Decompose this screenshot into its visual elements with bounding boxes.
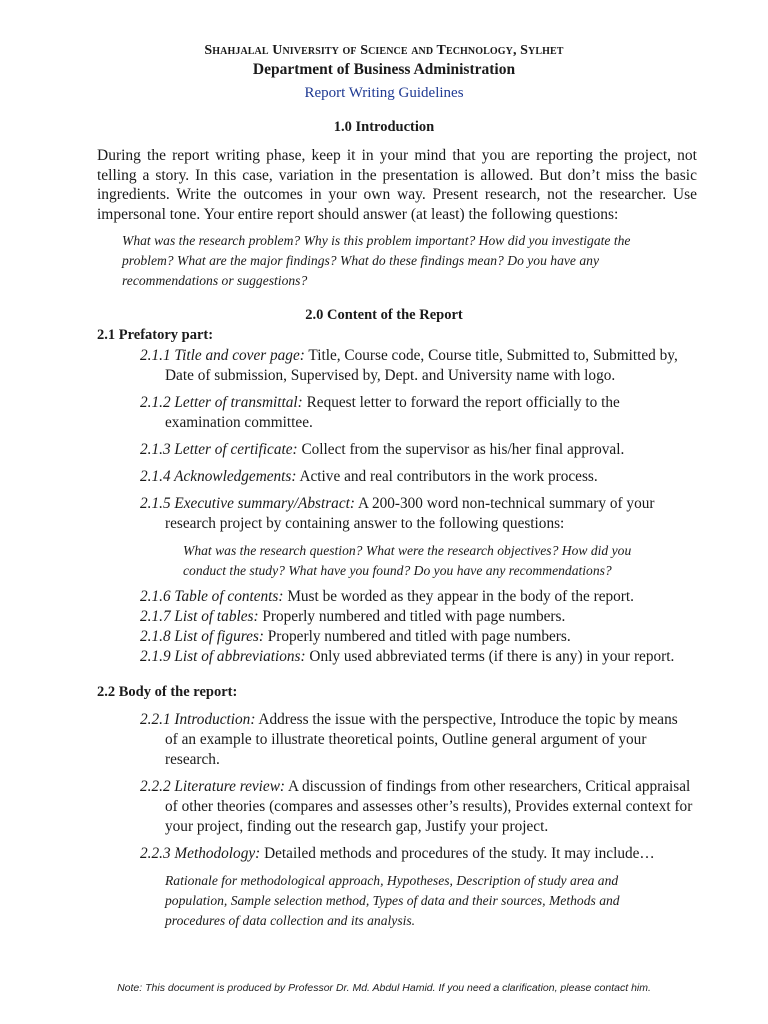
- item-text: A discussion of findings from other researchers, Critical appraisal: [288, 778, 691, 795]
- item-text: Only used abbreviated terms (if there is any) in your report.: [309, 648, 675, 665]
- methodology-list: [165, 871, 620, 931]
- prefatory-heading: 2.1 Prefatory part:: [97, 327, 214, 343]
- intro-question-line: recommendations or suggestions?: [122, 273, 308, 288]
- item-label: 2.1.9 List of abbreviations:: [140, 648, 306, 665]
- item-2-2-2-cont: of other theories (compares and assesses other’s results), Provides external context for: [165, 798, 693, 815]
- footer-note: Note: This document is produced by Professor Dr. Md. Abdul Hamid. If you need a clarification, please contact him.: [117, 982, 651, 994]
- item-text: Must be worded as they appear in the body of the report.: [287, 588, 634, 605]
- body-heading: 2.2 Body of the report:: [97, 684, 238, 700]
- item-2-2-2: [140, 778, 690, 796]
- item-label: 2.1.2 Letter of transmittal:: [140, 394, 303, 411]
- item-2-1-4: [140, 468, 598, 486]
- item-2-1-1-cont: Date of submission, Supervised by, Dept. and University name with logo.: [165, 367, 616, 384]
- item-text: Address the issue with the perspective, Introduce the topic by means: [258, 711, 678, 728]
- item-label: 2.2.3 Methodology:: [140, 845, 261, 862]
- department-name: Department of Business Administration: [252, 61, 516, 78]
- item-label: 2.2.1 Introduction:: [140, 711, 256, 728]
- item-2-2-1: [140, 711, 678, 729]
- item-2-2-1-cont: research.: [165, 751, 220, 768]
- item-label: 2.1.6 Table of contents:: [140, 588, 284, 605]
- university-name: Shahjalal University of Science and Technology, Sylhet: [204, 43, 564, 58]
- item-text: Title, Course code, Course title, Submitted to, Submitted by,: [308, 347, 678, 364]
- item-text: Request letter to forward the report officially to the: [306, 394, 620, 411]
- abstract-questions: [183, 541, 631, 581]
- item-text: Properly numbered and titled with page numbers.: [262, 608, 566, 625]
- intro-heading: 1.0 Introduction: [333, 119, 435, 135]
- document-title: Report Writing Guidelines: [304, 85, 464, 101]
- item-label: 2.1.1 Title and cover page:: [140, 347, 305, 364]
- intro-line: impersonal tone. Your entire report should answer (at least) the following questions:: [97, 205, 619, 223]
- item-2-1-1: [140, 347, 678, 365]
- item-2-1-7: [140, 608, 565, 626]
- item-text: Collect from the supervisor as his/her final approval.: [301, 441, 625, 458]
- item-2-2-2-cont: your project, finding out the research gap, Justify your project.: [165, 818, 549, 835]
- methodology-line: procedures of data collection and its analysis.: [165, 913, 416, 928]
- intro-question-line: What was the research problem? Why is this problem important? How did you investigate the: [122, 233, 631, 248]
- item-text: Properly numbered and titled with page numbers.: [267, 628, 571, 645]
- item-text: Active and real contributors in the work process.: [299, 468, 598, 485]
- methodology-line: Rationale for methodological approach, Hypotheses, Description of study area and: [165, 873, 619, 888]
- item-2-1-5: [140, 495, 654, 513]
- item-label: 2.1.7 List of tables:: [140, 608, 259, 625]
- item-label: 2.1.8 List of figures:: [140, 628, 264, 645]
- item-2-2-1-cont: of an example to illustrate theoretical points, Outline general argument of your: [165, 731, 647, 748]
- item-2-1-6: [140, 588, 634, 606]
- item-2-1-8: [140, 628, 571, 646]
- item-label: 2.1.5 Executive summary/Abstract:: [140, 495, 355, 512]
- item-2-1-9: [140, 648, 674, 666]
- item-2-1-5-cont: research project by containing answer to the following questions:: [165, 515, 565, 532]
- intro-questions: [122, 231, 722, 291]
- item-label: 2.1.3 Letter of certificate:: [140, 441, 298, 458]
- intro-question-line: problem? What are the major findings? What do these findings mean? Do you have any: [122, 253, 599, 268]
- methodology-line: population, Sample selection method, Types of data and their sources, Methods and: [165, 893, 620, 908]
- item-label: 2.1.4 Acknowledgements:: [140, 468, 297, 485]
- intro-line: telling a story. In this case, variation in the presentation is allowed. But don’t miss the basic: [97, 166, 697, 184]
- abstract-question-line: What was the research question? What were the research objectives? How did you: [183, 543, 632, 558]
- content-heading: 2.0 Content of the Report: [305, 307, 463, 323]
- item-2-1-2: [140, 394, 620, 412]
- abstract-question-line: conduct the study? What have you found? Do you have any recommendations?: [183, 563, 612, 578]
- item-2-1-3: [140, 441, 624, 459]
- item-label: 2.2.2 Literature review:: [140, 778, 286, 795]
- item-2-2-3: [140, 845, 655, 863]
- item-text: A 200-300 word non-technical summary of your: [357, 495, 655, 512]
- intro-paragraph: [97, 146, 697, 224]
- intro-line: ingredients. Write the outcomes in your own way. Present research, not the researcher. Use: [97, 186, 697, 203]
- item-2-1-2-cont: examination committee.: [165, 414, 313, 431]
- intro-line: During the report writing phase, keep it in your mind that you are reporting the project, not: [97, 147, 697, 164]
- item-text: Detailed methods and procedures of the study. It may include…: [264, 845, 655, 862]
